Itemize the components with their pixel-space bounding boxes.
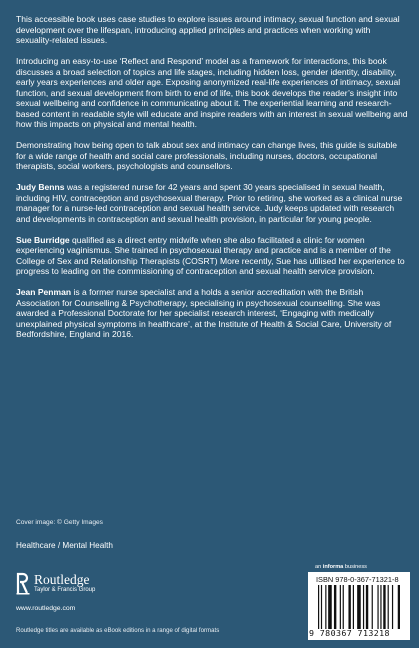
publisher-group: Taylor & Francis Group xyxy=(34,587,96,593)
routledge-logo-icon xyxy=(16,571,30,595)
blurb-paragraph-3: Demonstrating how being open to talk about sex and intimacy can change lives, this guide is suitable for a wide range of health and social care professionals, including nurses, doctors, occupational therapists, social workers, psychologists and counsellors. xyxy=(16,140,398,171)
parent-suffix: business xyxy=(343,564,367,570)
author-bio-text: qualified as a direct entry midwife when she also facilitated a clinic for women experiencing vaginismus. She trained in psychosexual therapy and practice and is a member of the College of Sex and Relationship Therapists (COSRT) More recently, Sue has utilised her experience to progress to leading on the commissioning of contraception and sexual health service provision. xyxy=(16,234,405,276)
author-name: Jean Penman xyxy=(16,287,72,297)
author-bio-jean-penman xyxy=(16,287,408,340)
author-name: Sue Burridge xyxy=(16,234,70,245)
parent-company-name: informa xyxy=(322,564,344,570)
parent-prefix: an xyxy=(315,564,323,570)
isbn-label: ISBN 978-0-367-71321-8 xyxy=(316,575,399,584)
parent-company-label xyxy=(315,564,367,570)
back-cover-text xyxy=(16,14,408,350)
barcode-panel xyxy=(308,572,410,640)
publisher-website[interactable]: www.routledge.com xyxy=(16,605,76,612)
blurb-paragraph-1: This accessible book uses case studies to explore issues around intimacy, sexual function and sexual development over the lifespan, introducing applied principles and practices when working with sexuality-related issues. xyxy=(16,14,400,45)
publisher-logo xyxy=(16,571,95,595)
author-bio-text: was a registered nurse for 42 years and spent 30 years specialised in sexual health, including HIV, contraception and psychosexual therapy. Prior to retiring, she worked as a clinical nurse manager for a nurse-led contraception and sexual health service. Judy keeps updated with research and developments in contraception and sexual health provision, in particular for young people. xyxy=(16,182,403,224)
barcode-icon xyxy=(318,585,400,629)
barcode-number: 9 780367 713218 xyxy=(309,628,390,638)
ebook-availability-note: Routledge titles are available as eBook editions in a range of digital formats xyxy=(16,627,220,634)
author-bio-text: is a former nurse specialist and a holds a senior accreditation with the British Association for Counselling & Psychotherapy, specialising in psychosexual counselling. She was awarded a Professional Doctorate for her specialist research interest, ‘Engaging with medically unexplained physical symptoms in healthcare’, at the Institute of Health & Social Care, University of Bedfordshire, England in 2016. xyxy=(16,287,392,339)
author-bio-sue-burridge xyxy=(16,235,408,277)
subject-category: Healthcare / Mental Health xyxy=(16,541,113,550)
cover-image-credit: Cover image: © Getty Images xyxy=(16,519,103,526)
author-name: Judy Benns xyxy=(16,182,65,192)
author-bio-judy-benns xyxy=(16,182,408,224)
publisher-name: Routledge xyxy=(34,572,90,587)
blurb-paragraph-2: Introducing an easy-to-use ‘Reflect and Respond’ model as a framework for interactions, this book discusses a broad selection of topics and life stages, including hidden loss, gender identity, disability, early years experiences and older age. Exposing anonymized real-life experiences of intimacy, sexual function, and sexual development from birth to end of life, this book develops the reader’s insight into sexual wellbeing and confidence in communicating about it. The experiential learning and research-based content in readable style will educate and inspire readers with an interest in sexual wellbeing and how this impacts on physical and mental health. xyxy=(16,56,408,129)
